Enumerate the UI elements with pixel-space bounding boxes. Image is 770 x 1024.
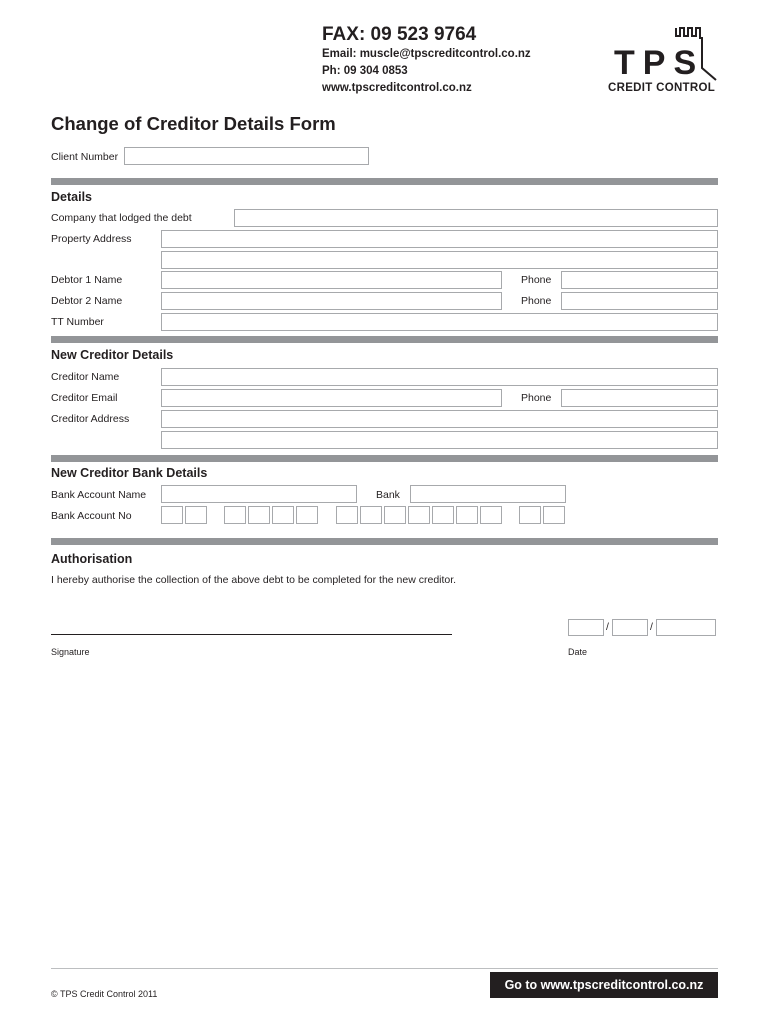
contact-website: www.tpscreditcontrol.co.nz [322,82,472,94]
client-number-field[interactable] [124,147,369,165]
copyright-text: © TPS Credit Control 2011 [51,989,158,999]
account-digit-box[interactable] [519,506,541,524]
signature-line[interactable] [51,634,452,635]
bank-label: Bank [376,489,400,501]
property-address-field-1[interactable] [161,230,718,248]
account-digit-box[interactable] [161,506,183,524]
contact-phone: Ph: 09 304 0853 [322,65,408,77]
creditor-address-field-2[interactable] [161,431,718,449]
new-creditor-divider [51,336,718,343]
creditor-name-field[interactable] [161,368,718,386]
account-digit-box[interactable] [456,506,478,524]
date-day-field[interactable] [568,619,604,636]
bank-account-no-label: Bank Account No [51,510,132,522]
property-address-label: Property Address [51,233,132,245]
bank-account-name-field[interactable] [161,485,357,503]
website-banner[interactable]: Go to www.tpscreditcontrol.co.nz [490,972,718,998]
bank-heading: New Creditor Bank Details [51,466,208,480]
debtor1-phone-field[interactable] [561,271,718,289]
signature-label: Signature [51,647,90,657]
account-digit-box[interactable] [272,506,294,524]
account-digit-box[interactable] [408,506,430,524]
contact-email: Email: muscle@tpscreditcontrol.co.nz [322,48,531,60]
creditor-address-field-1[interactable] [161,410,718,428]
footer-rule [51,968,718,969]
debtor2-phone-label: Phone [521,295,552,307]
tt-number-field[interactable] [161,313,718,331]
logo-letters: TPS [614,44,705,82]
debtor2-name-field[interactable] [161,292,502,310]
new-creditor-heading: New Creditor Details [51,348,174,362]
bank-divider [51,455,718,462]
account-digit-box[interactable] [248,506,270,524]
company-label: Company that lodged the debt [51,212,192,224]
date-year-field[interactable] [656,619,716,636]
client-number-label: Client Number [51,151,119,163]
date-separator: / [606,621,609,633]
fax-number: FAX: 09 523 9764 [322,24,477,45]
tps-logo [604,24,724,100]
account-digit-box[interactable] [384,506,406,524]
date-separator: / [650,621,653,633]
creditor-phone-label: Phone [521,392,552,404]
tt-number-label: TT Number [51,316,104,328]
account-digit-box[interactable] [336,506,358,524]
account-digit-box[interactable] [480,506,502,524]
property-address-field-2[interactable] [161,251,718,269]
account-digit-box[interactable] [296,506,318,524]
creditor-email-label: Creditor Email [51,392,118,404]
account-digit-box[interactable] [360,506,382,524]
debtor1-label: Debtor 1 Name [51,274,123,286]
account-digit-box[interactable] [224,506,246,524]
date-label: Date [568,647,588,657]
date-month-field[interactable] [612,619,648,636]
form-title: Change of Creditor Details Form [51,113,336,134]
bank-account-name-label: Bank Account Name [51,489,147,501]
bank-name-field[interactable] [410,485,566,503]
logo-subtitle: CREDIT CONTROL [608,82,716,94]
debtor1-phone-label: Phone [521,274,552,286]
details-heading: Details [51,190,92,204]
debtor2-label: Debtor 2 Name [51,295,123,307]
debtor2-phone-field[interactable] [561,292,718,310]
authorisation-statement: I hereby authorise the collection of the above debt to be completed for the new creditor. [51,574,457,586]
creditor-email-field[interactable] [161,389,502,407]
account-digit-box[interactable] [185,506,207,524]
account-digit-box[interactable] [543,506,565,524]
account-digit-box[interactable] [432,506,454,524]
creditor-phone-field[interactable] [561,389,718,407]
creditor-address-label: Creditor Address [51,413,130,425]
authorisation-heading: Authorisation [51,552,133,566]
company-field[interactable] [234,209,718,227]
authorisation-divider [51,538,718,545]
creditor-name-label: Creditor Name [51,371,120,383]
debtor1-name-field[interactable] [161,271,502,289]
details-divider [51,178,718,185]
